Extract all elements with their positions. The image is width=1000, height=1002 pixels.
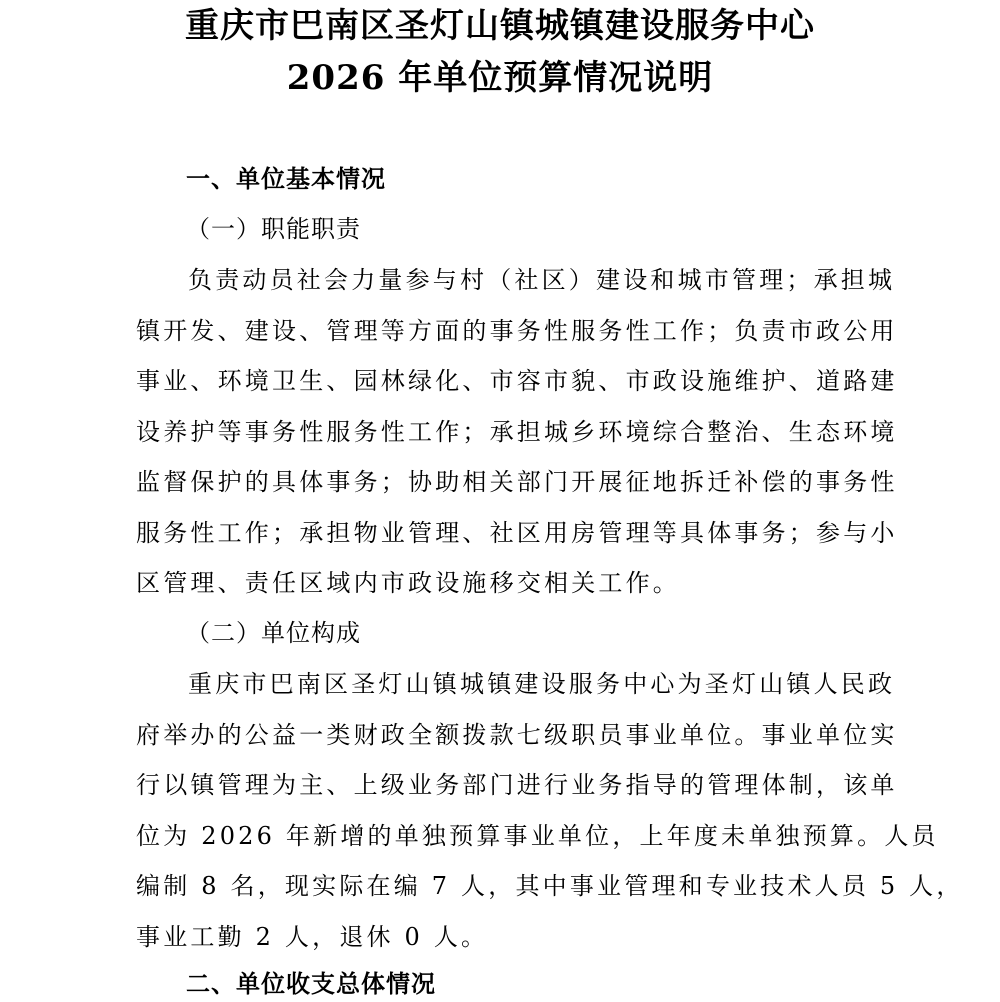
paragraph-line: 镇开发、建设、管理等方面的事务性服务性工作；负责市政公用 [136,316,898,345]
paragraph-line: 事业、环境卫生、园林绿化、市容市貌、市政设施维护、道路建 [136,367,898,395]
section1-heading: 一、单位基本情况 [186,165,386,193]
paragraph-line: 监督保护的具体事务；协助相关部门开展征地拆迁补偿的事务性 [136,468,898,496]
paragraph-line: 重庆市巴南区圣灯山镇城镇建设服务中心为圣灯山镇人民政 [188,670,896,698]
paragraph-line: 设养护等事务性服务性工作；承担城乡环境综合整治、生态环境 [136,417,898,446]
paragraph-line: 编制 8 名，现实际在编 7 人，其中事业管理和专业技术人员 5 人， [136,872,964,900]
section1-sub1-paragraph [136,255,898,609]
section2-heading: 二、单位收支总体情况 [186,970,436,998]
paragraph-line: 区管理、责任区域内市政设施移交相关工作。 [136,569,680,597]
paragraph-line: 行以镇管理为主、上级业务部门进行业务指导的管理体制，该单 [136,771,898,799]
document-title-line1: 重庆市巴南区圣灯山镇城镇建设服务中心 [185,6,815,46]
paragraph-line: 事业工勤 2 人，退休 0 人。 [136,922,489,951]
section1-sub2-heading: （二）单位构成 [186,619,361,647]
section1-sub2-paragraph [136,659,964,962]
section1-sub1-heading: （一）职能职责 [186,215,361,243]
document-title-line2: 2026 年单位预算情况说明 [286,58,714,98]
paragraph-line: 府举办的公益一类财政全额拨款七级职员事业单位。事业单位实 [136,720,898,749]
paragraph-line: 位为 2026 年新增的单独预算事业单位，上年度未单独预算。人员 [136,821,939,850]
paragraph-line: 服务性工作；承担物业管理、社区用房管理等具体事务；参与小 [136,518,898,547]
paragraph-line: 负责动员社会力量参与村（社区）建设和城市管理；承担城 [188,266,896,294]
